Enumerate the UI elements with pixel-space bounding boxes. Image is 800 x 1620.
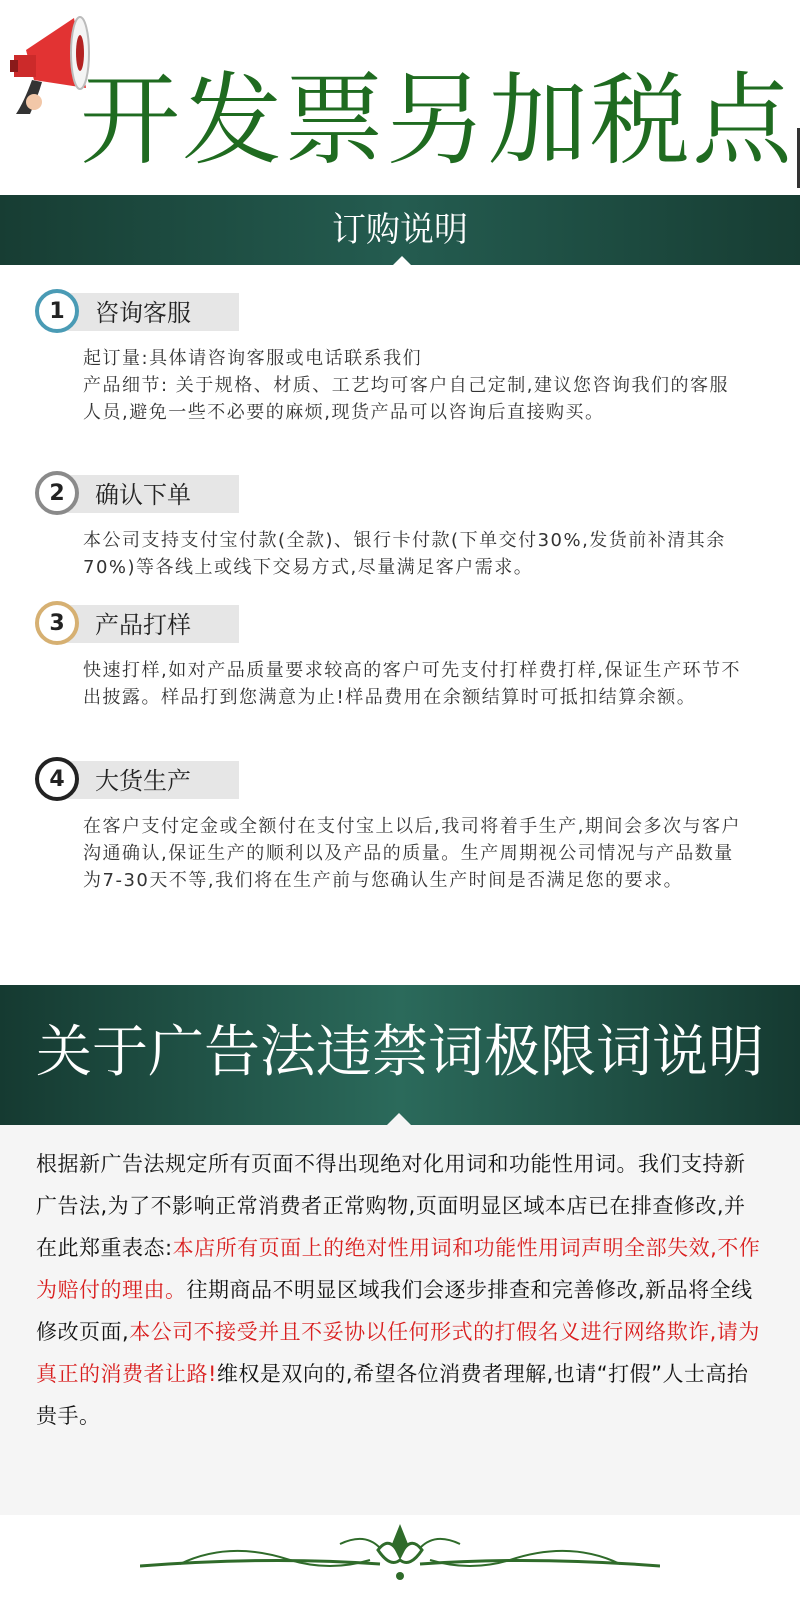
step-label: 咨询客服 <box>95 299 191 327</box>
step-header <box>35 601 755 649</box>
step-description <box>83 657 743 711</box>
step-label: 产品打样 <box>95 611 191 639</box>
step-number-badge <box>35 601 79 645</box>
step-header <box>35 289 755 337</box>
step-description <box>83 813 743 894</box>
step-mass-production <box>35 757 755 894</box>
step-number-badge <box>35 757 79 801</box>
ad-law-statement <box>0 1125 800 1515</box>
step-number: 3 <box>49 611 65 636</box>
step-label: 大货生产 <box>95 767 191 795</box>
step-number: 4 <box>49 767 65 792</box>
statement-text: 维权是双向的,希望各位消费者理解,也请“打假”人士高抬贵手。 <box>36 1362 749 1428</box>
step-number: 2 <box>49 481 65 506</box>
step-line: 快速打样,如对产品质量要求较高的客户可先支付打样费打样,保证生产环节不出披露。样品打到您满意为止!样品费用在余额结算时可抵扣结算余额。 <box>83 660 741 708</box>
step-description <box>83 527 743 581</box>
step-line: 在客户支付定金或全额付在支付宝上以后,我司将着手生产,期间会多次与客户沟通确认,保证生产的顺利以及产品的质量。生产周期视公司情况与产品数量为7-30天不等,我们将在生产前与您确认生产时间是否满足您的要求。 <box>83 816 741 891</box>
statement-highlight: 本店所有页面上的绝对性用词和功能性用词声明全部失效,不作为赔付的理由。 <box>36 1236 761 1302</box>
statement-text: 根据新广告法规定所有页面不得出现绝对化用词和功能性用词。我们支持新广告法,为了不影响正常消费者正常购物,页面明显区域本店已在排查修改,并在此郑重表态: <box>36 1152 746 1260</box>
ad-law-banner <box>0 985 800 1125</box>
step-line: 产品细节: 关于规格、材质、工艺均可客户自己定制,建议您咨询我们的客服人员,避免一些不必要的麻烦,现货产品可以咨询后直接购买。 <box>83 375 730 423</box>
step-sampling <box>35 601 755 711</box>
header <box>0 0 800 195</box>
floral-divider-icon <box>140 1520 660 1590</box>
invoice-tax-title: 开发票另加税点 <box>80 62 794 179</box>
statement-text: 往期商品不明显区域我们会逐步排查和完善修改,新品将全线修改页面, <box>36 1278 753 1344</box>
step-number: 1 <box>49 299 65 324</box>
step-header <box>35 757 755 805</box>
step-consult <box>35 289 755 426</box>
footer <box>0 1515 800 1620</box>
order-steps <box>0 265 800 985</box>
order-instructions-banner <box>0 195 800 265</box>
step-description <box>83 345 743 426</box>
order-instructions-title: 订购说明 <box>332 210 468 250</box>
step-line: 本公司支持支付宝付款(全款)、银行卡付款(下单交付30%,发货前补清其余70%)等各线上或线下交易方式,尽量满足客户需求。 <box>83 530 726 578</box>
step-confirm-order <box>35 471 755 581</box>
statement-highlight: 本公司不接受并且不妥协以任何形式的打假名义进行网络欺诈,请为真正的消费者让路! <box>36 1320 760 1386</box>
step-number-badge <box>35 289 79 333</box>
step-line: 起订量:具体请咨询客服或电话联系我们 <box>83 348 423 369</box>
step-number-badge <box>35 471 79 515</box>
step-header <box>35 471 755 519</box>
ad-law-title: 关于广告法违禁词极限词说明 <box>36 1020 764 1085</box>
step-label: 确认下单 <box>95 481 191 509</box>
